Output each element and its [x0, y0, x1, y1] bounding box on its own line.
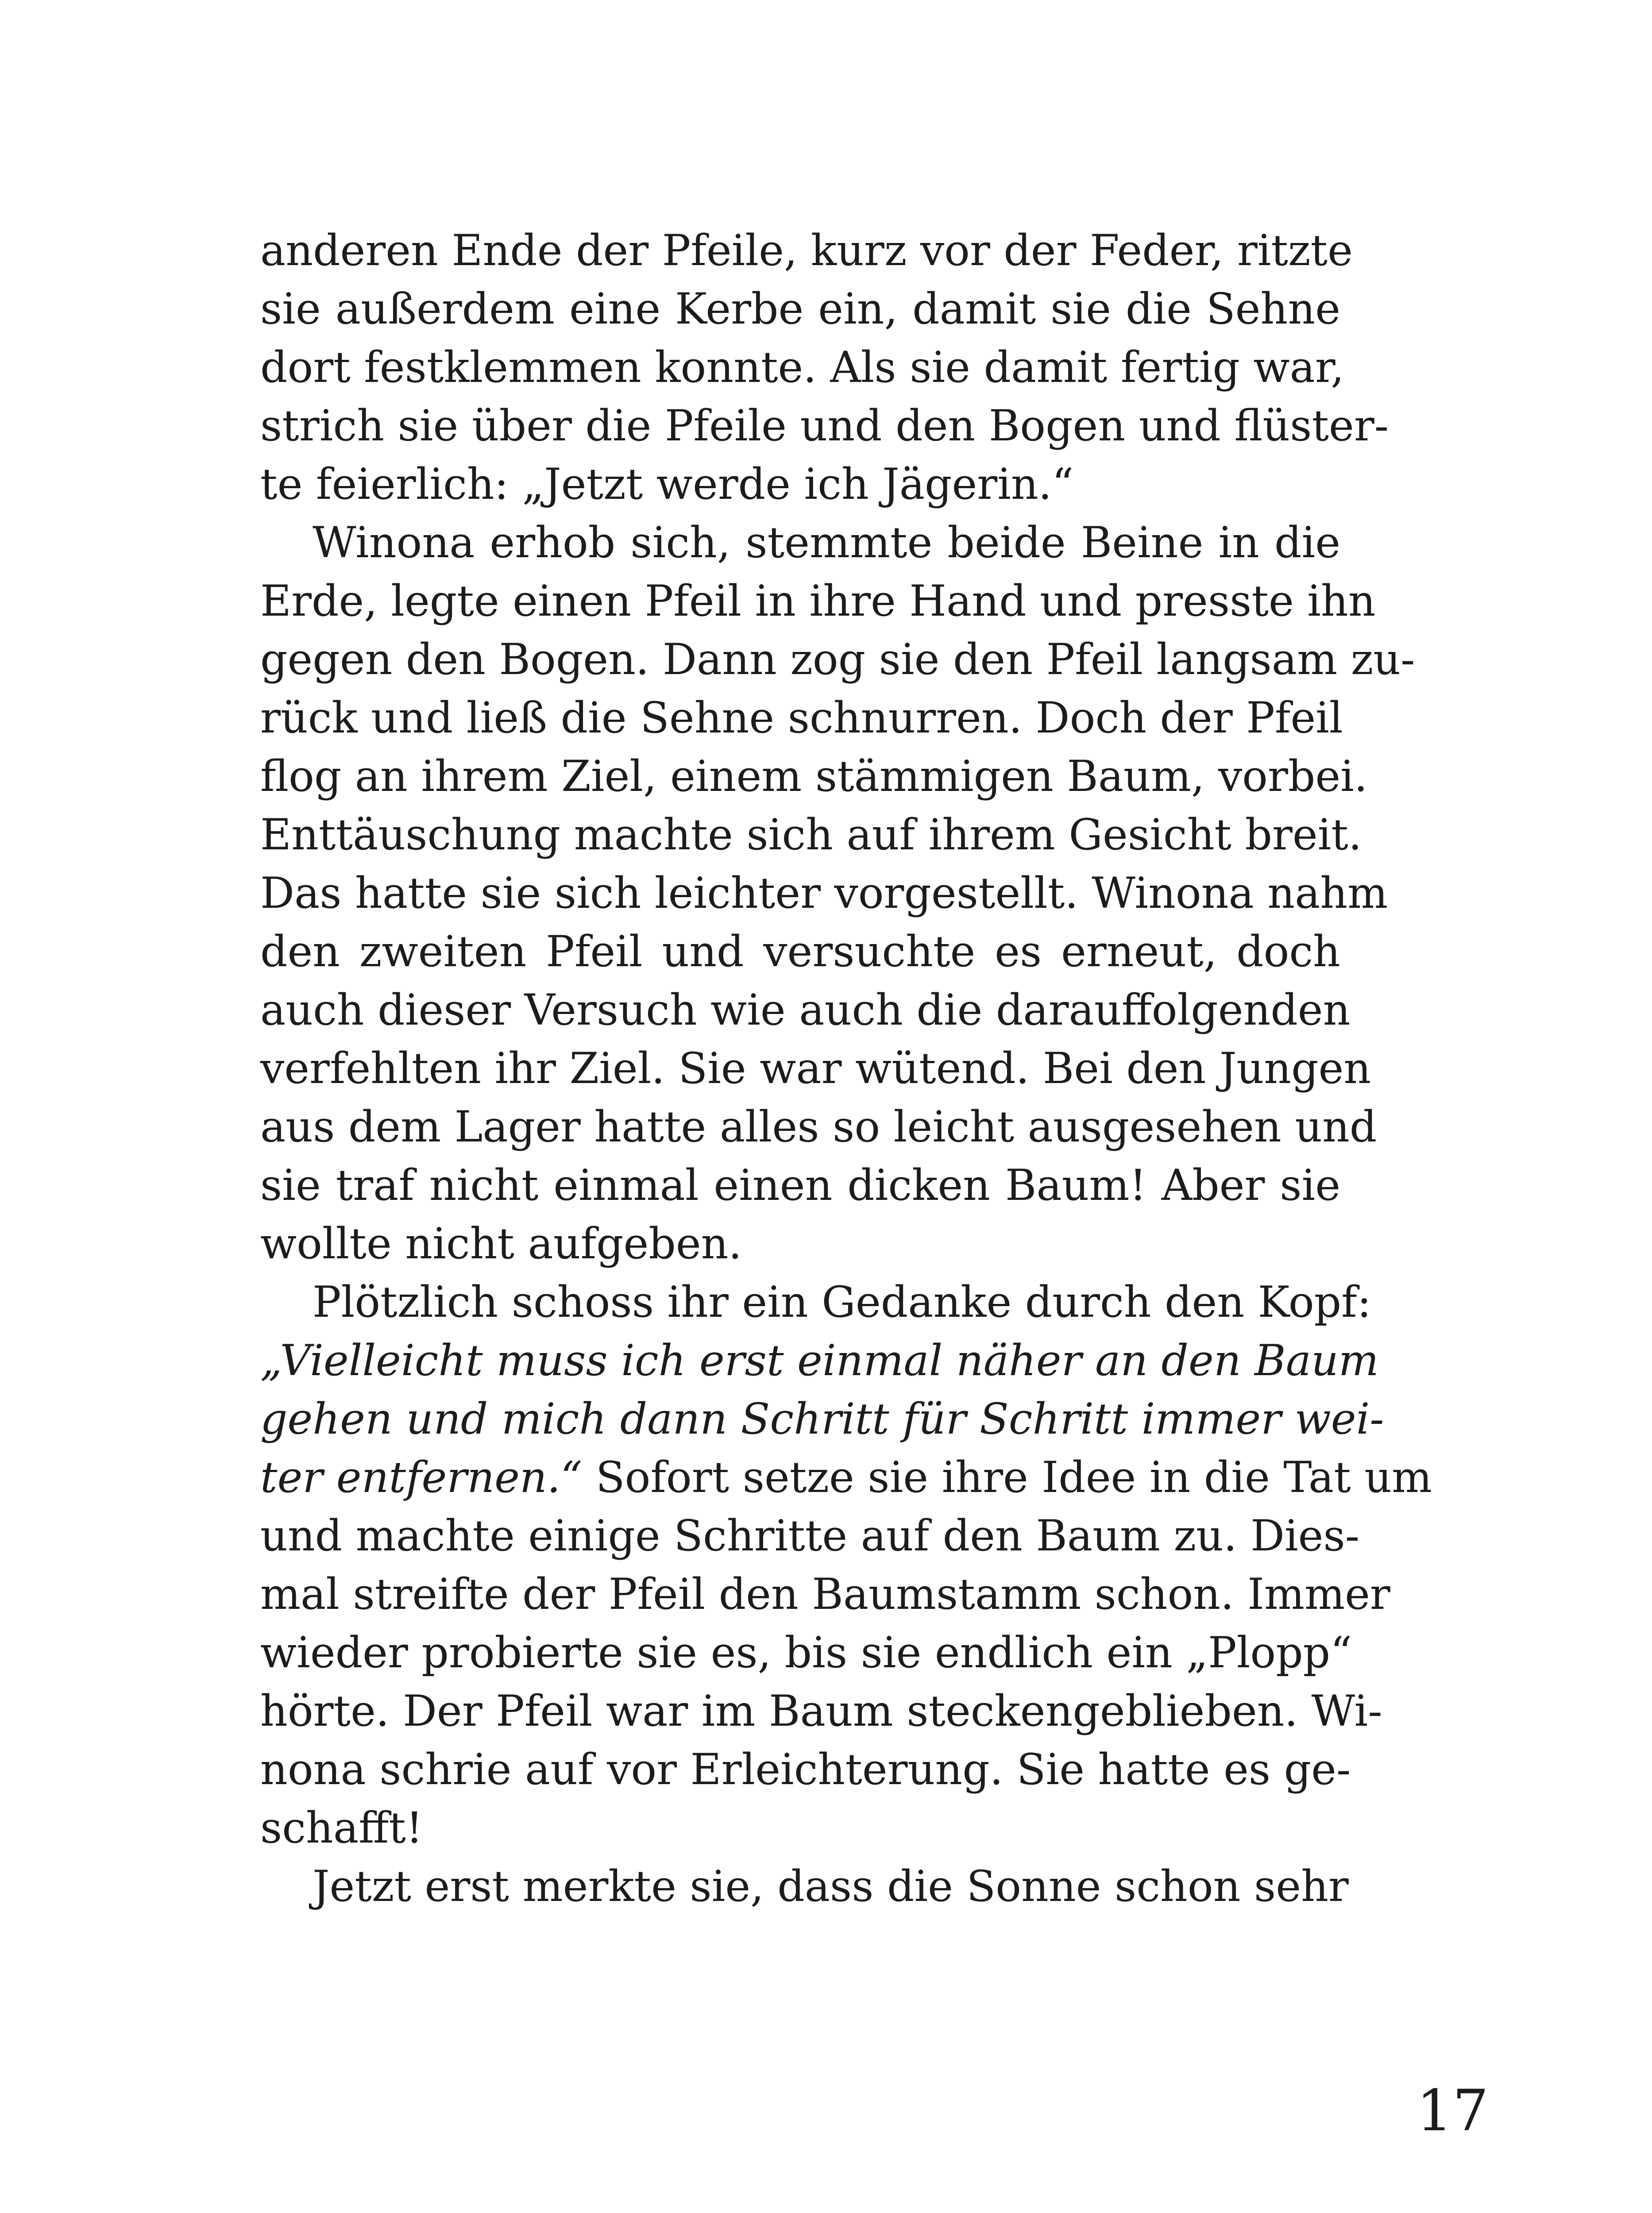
text-line: und machte einige Schritte auf den Baum zu. Dies-: [260, 1511, 1360, 1561]
text-line: rück und ließ die Sehne schnurren. Doch der Pfeil: [260, 693, 1343, 743]
text-line: wollte nicht aufgeben.: [260, 1219, 742, 1268]
text-line: sie außerdem eine Kerbe ein, damit sie die Sehne: [260, 284, 1340, 334]
body-text: [260, 221, 1432, 1916]
text-line: auch dieser Versuch wie auch die darauffolgenden: [260, 985, 1351, 1035]
text-line: mal streifte der Pfeil den Baumstamm schon. Immer: [260, 1569, 1390, 1619]
text-line: dort festklemmen konnte. Als sie damit fertig war,: [260, 343, 1344, 392]
text-line: Erde, legte einen Pfeil in ihre Hand und presste ihn: [260, 576, 1376, 626]
text-line: te feierlich: „Jetzt werde ich Jägerin.“: [260, 459, 1074, 509]
italic-text-line: gehen und mich dann Schritt für Schritt immer wei-: [260, 1394, 1384, 1444]
text-line: Das hatte sie sich leichter vorgestellt. Winona nahm: [260, 868, 1388, 918]
text-line: anderen Ende der Pfeile, kurz vor der Feder, ritzte: [260, 226, 1353, 275]
paragraph-start-line: Plötzlich schoss ihr ein Gedanke durch den Kopf:: [313, 1277, 1371, 1327]
text-line: verfehlten ihr Ziel. Sie war wütend. Bei den Jungen: [260, 1044, 1371, 1093]
italic-text-line: „Vielleicht muss ich erst einmal näher an den Baum: [260, 1336, 1379, 1385]
text-line: den zweiten Pfeil und versuchte es erneut, doch: [260, 927, 1340, 976]
text-line: hörte. Der Pfeil war im Baum steckengeblieben. Wi-: [260, 1686, 1382, 1736]
text-line: nona schrie auf vor Erleichterung. Sie hatte es ge-: [260, 1745, 1351, 1794]
text-line: gegen den Bogen. Dann zog sie den Pfeil langsam zu-: [260, 635, 1415, 684]
text-line: flog an ihrem Ziel, einem stämmigen Baum, vorbei.: [260, 752, 1368, 801]
text-fragment: Sofort setze sie ihre Idee in die Tat um: [582, 1453, 1432, 1502]
text-line: Enttäuschung machte sich auf ihrem Gesicht breit.: [260, 810, 1362, 860]
text-line: wieder probierte sie es, bis sie endlich ein „Plopp“: [260, 1628, 1352, 1677]
text-line: schafft!: [260, 1803, 423, 1853]
paragraph-start-line: Winona erhob sich, stemmte beide Beine in die: [313, 518, 1340, 567]
text-line: strich sie über die Pfeile und den Bogen und flüster-: [260, 401, 1389, 451]
mixed-text-line: [260, 1448, 1432, 1507]
text-line: aus dem Lager hatte alles so leicht ausgesehen und: [260, 1102, 1377, 1152]
paragraph-start-line: Jetzt erst merkte sie, dass die Sonne schon sehr: [313, 1862, 1349, 1911]
italic-fragment: ter entfernen.“: [260, 1453, 583, 1502]
text-line: sie traf nicht einmal einen dicken Baum! Aber sie: [260, 1160, 1340, 1210]
page-number: 17: [1417, 2078, 1489, 2144]
